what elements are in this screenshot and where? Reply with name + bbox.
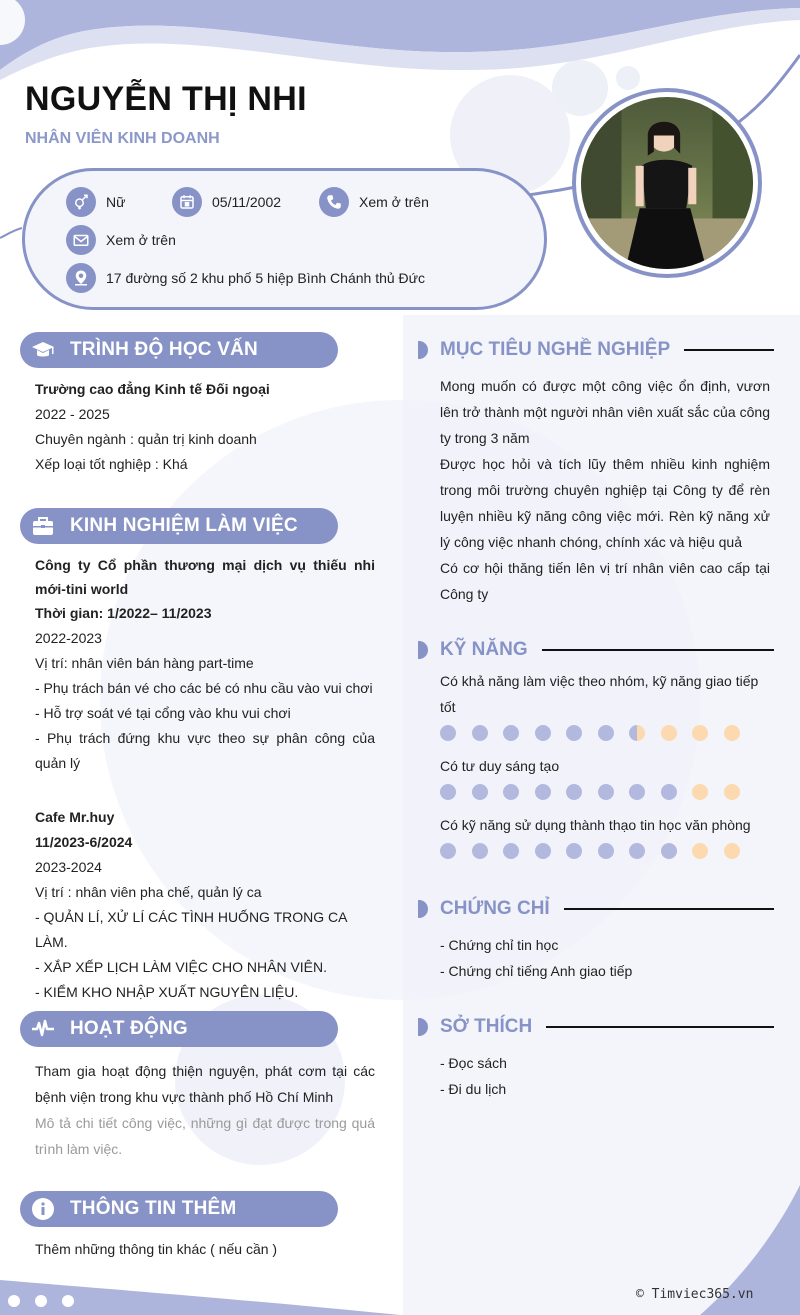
phone-value: Xem ở trên (359, 194, 429, 210)
education-content (35, 377, 375, 477)
briefcase-icon (30, 513, 56, 539)
skill-dot (629, 843, 645, 859)
skill-dot (440, 784, 456, 800)
job-title: NHÂN VIÊN KINH DOANH (25, 130, 220, 147)
section-marker (418, 641, 428, 659)
skills-title: KỸ NĂNG (440, 639, 528, 660)
activities-text: Tham gia hoạt động thiện nguyện, phát cơm tại các bệnh viện trong khu vực thành phố Hồ Chí Minh (35, 1063, 375, 1105)
hobby-item: - Đi du lịch (440, 1081, 507, 1097)
avatar (572, 88, 762, 278)
activities-content (35, 1058, 375, 1162)
skill-dot (598, 784, 614, 800)
skill-dot (661, 784, 677, 800)
job-1-duty: - Phụ trách bán vé cho các bé có nhu cầu vào vui chơi (35, 680, 373, 696)
location-pin-icon (66, 263, 96, 293)
activities-header (20, 1011, 338, 1047)
activities-title: HOẠT ĐỘNG (70, 1018, 188, 1039)
candidate-name: NGUYỄN THỊ NHI (25, 80, 307, 118)
section-marker (418, 900, 428, 918)
skill-1-name: Có khả năng làm việc theo nhóm, kỹ năng giao tiếp tốt (440, 673, 759, 715)
skill-dot (472, 843, 488, 859)
education-years: 2022 - 2025 (35, 406, 110, 422)
skill-dot (724, 843, 740, 859)
skill-dot (535, 784, 551, 800)
experience-title: KINH NGHIỆM LÀM VIỆC (70, 515, 298, 536)
skill-dot (598, 843, 614, 859)
objective-paragraph: Có cơ hội thăng tiến lên vị trí nhân viên cao cấp tại Công ty (440, 560, 770, 602)
objective-paragraph: Mong muốn có được một công việc ổn định, vươn lên trở thành một người nhân viên xuất sắc của công ty trong 3 năm (440, 378, 770, 446)
job-2-duty: - KIỂM KHO NHẬP XUẤT NGUYÊN LIỆU. (35, 984, 299, 1000)
more-info-title: THÔNG TIN THÊM (70, 1198, 237, 1219)
job-2-company: Cafe Mr.huy (35, 809, 115, 825)
skill-dot (535, 725, 551, 741)
education-grade: Xếp loại tốt nghiệp : Khá (35, 456, 188, 472)
skill-dot (503, 843, 519, 859)
job-2-duty: - XẮP XẾP LỊCH LÀM VIỆC CHO NHÂN VIÊN. (35, 959, 328, 975)
job-1-company: Công ty Cổ phần thương mại dịch vụ thiếu nhi mới-tini world (35, 557, 375, 597)
skill-dot (503, 784, 519, 800)
hobby-item: - Đọc sách (440, 1055, 507, 1071)
birthday-item (172, 187, 281, 217)
job-1-duty: - Phụ trách đứng khu vực theo sự phân công của quản lý (35, 730, 375, 771)
education-school: Trường cao đẳng Kinh tế Đối ngoại (35, 381, 270, 397)
section-marker (418, 341, 428, 359)
hobbies-title: SỞ THÍCH (440, 1016, 533, 1037)
job-2-time: 11/2023-6/2024 (35, 834, 133, 850)
skill-dot (724, 725, 740, 741)
job-2-position: Vị trí : nhân viên pha chế, quản lý ca (35, 884, 262, 900)
skill-2-name: Có tư duy sáng tạo (440, 758, 560, 774)
skill-dot (724, 784, 740, 800)
skill-dot (503, 725, 519, 741)
job-1-duty: - Hỗ trợ soát vé tại cổng vào khu vui chơi (35, 705, 291, 721)
section-marker (418, 1018, 428, 1036)
job-1-position: Vị trí: nhân viên bán hàng part-time (35, 655, 254, 671)
skill-1-rating (440, 725, 740, 741)
email-item (66, 225, 176, 255)
experience-job-1 (35, 553, 375, 776)
skill-dot (472, 725, 488, 741)
skill-dot (472, 784, 488, 800)
education-major: Chuyên ngành : quản trị kinh doanh (35, 431, 257, 447)
skill-dot (566, 725, 582, 741)
education-title: TRÌNH ĐỘ HỌC VẤN (70, 339, 258, 360)
certificates-list (440, 932, 770, 984)
skill-dot (661, 725, 677, 741)
more-info-text: Thêm những thông tin khác ( nếu cần ) (35, 1241, 278, 1257)
objective-header (418, 336, 774, 364)
email-value: Xem ở trên (106, 232, 176, 248)
divider (546, 1026, 774, 1028)
more-info-header (20, 1191, 338, 1227)
mail-icon (66, 225, 96, 255)
hobbies-list (440, 1050, 770, 1102)
skill-dot (692, 784, 708, 800)
certificates-header (418, 895, 774, 923)
certificate-item: - Chứng chỉ tin học (440, 937, 559, 953)
skills-header (418, 636, 774, 664)
job-1-time: Thời gian: 1/2022– 11/2023 (35, 605, 212, 621)
education-header (20, 332, 338, 368)
skill-dot (692, 725, 708, 741)
divider (684, 349, 774, 351)
gender-item (66, 187, 125, 217)
skill-dot (566, 843, 582, 859)
experience-header (20, 508, 338, 544)
gender-icon (66, 187, 96, 217)
skill-dot (629, 784, 645, 800)
skill-dot (598, 725, 614, 741)
objective-title: MỤC TIÊU NGHỀ NGHIỆP (440, 339, 671, 360)
divider (564, 908, 774, 910)
skill-dot (440, 843, 456, 859)
job-2-years: 2023-2024 (35, 859, 102, 875)
address-value: 17 đường số 2 khu phố 5 hiệp Bình Chánh thủ Đức (106, 270, 426, 286)
profile-photo (581, 97, 753, 269)
skill-dot (440, 725, 456, 741)
hobbies-header (418, 1013, 774, 1041)
certificates-title: CHỨNG CHỈ (440, 898, 550, 919)
experience-job-2 (35, 805, 375, 1005)
pulse-icon (30, 1016, 56, 1042)
job-2-duty: - QUẢN LÍ, XỬ LÍ CÁC TÌNH HUỐNG TRONG CA LÀM. (35, 909, 347, 950)
activities-placeholder: Mô tả chi tiết công việc, những gì đạt được trong quá trình làm việc. (35, 1115, 375, 1157)
objective-content (440, 373, 770, 607)
personal-info-box (22, 168, 547, 310)
calendar-icon (172, 187, 202, 217)
phone-icon (319, 187, 349, 217)
skill-3-rating (440, 843, 740, 859)
birthday-value: 05/11/2002 (212, 194, 282, 210)
gender-value: Nữ (106, 194, 126, 210)
objective-paragraph: Được học hỏi và tích lũy thêm nhiều kinh nghiệm trong môi trường chuyên nghiệp tại Công ty để rèn luyện nhiều kỹ năng công việc mới. Rèn kỹ năng xử lý công việc nhanh chóng, chính xác và hiệu quả (440, 456, 770, 550)
skill-3-name: Có kỹ năng sử dụng thành thạo tin học văn phòng (440, 817, 751, 833)
skill-dot (535, 843, 551, 859)
certificate-item: - Chứng chỉ tiếng Anh giao tiếp (440, 963, 633, 979)
divider (542, 649, 774, 651)
graduation-cap-icon (30, 337, 56, 363)
info-icon (30, 1196, 56, 1222)
footer-copyright: © Timviec365.vn (636, 1287, 754, 1302)
skill-dot (661, 843, 677, 859)
phone-item (319, 187, 429, 217)
job-1-years: 2022-2023 (35, 630, 102, 646)
address-item (66, 263, 425, 293)
skill-dot (566, 784, 582, 800)
skill-dot (629, 725, 645, 741)
skill-dot (692, 843, 708, 859)
skill-2-rating (440, 784, 740, 800)
